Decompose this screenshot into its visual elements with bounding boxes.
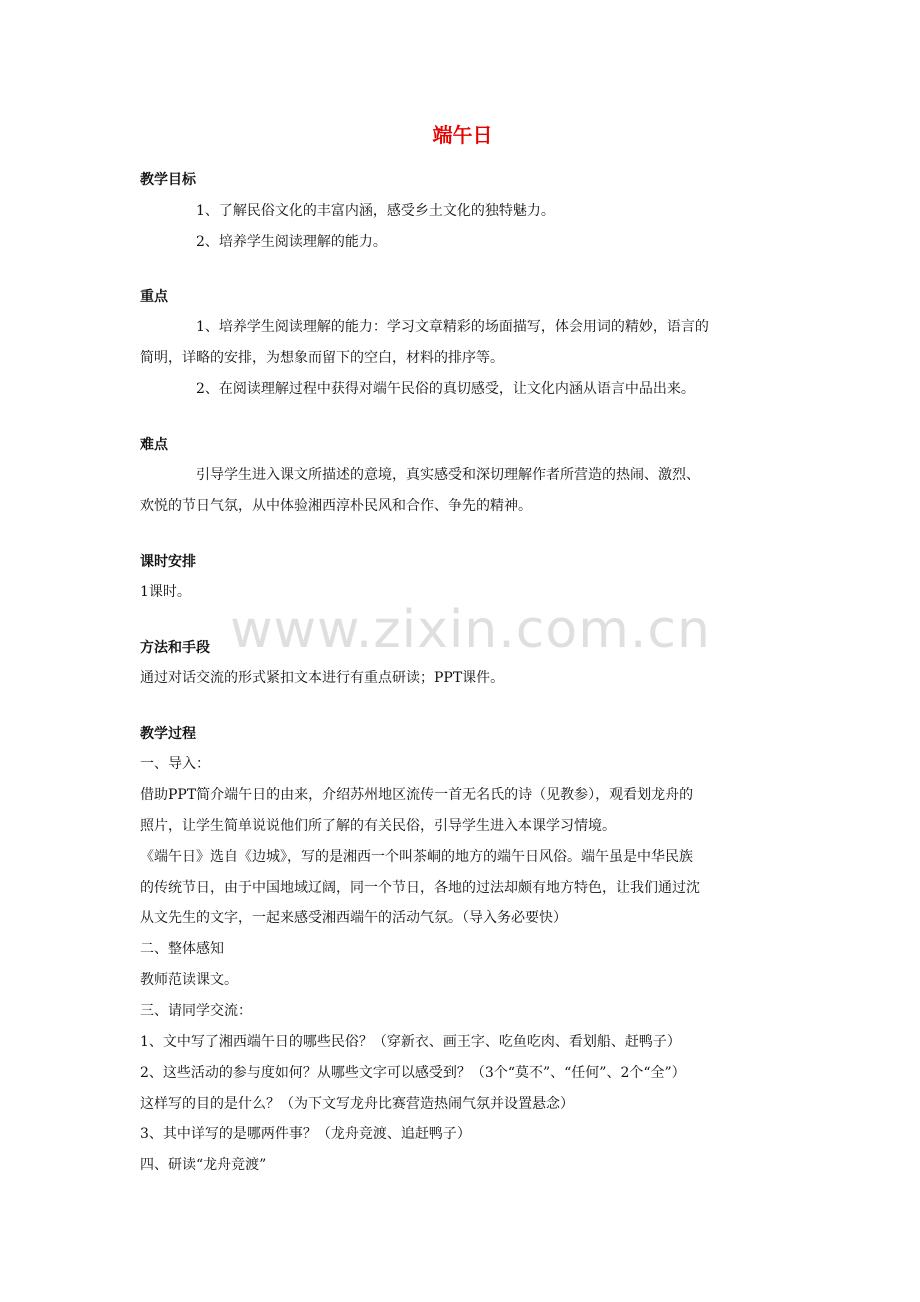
difficulties-heading: 难点 [140, 437, 168, 453]
document-title: 端午日 [432, 123, 493, 147]
watermark: www.zixin.com.cn [230, 600, 711, 660]
process-line: 四、研读“龙舟竞渡” [140, 1157, 267, 1173]
schedule-heading: 课时安排 [140, 554, 196, 570]
process-line: 《端午日》选自《边城》，写的是湘西一个叫茶峒的地方的端午日风俗。端午虽是中华民族 [140, 849, 693, 865]
process-line: 1、文中写了湘西端午日的哪些民俗？（穿新衣、画王字、吃鱼吃肉、看划船、赶鸭子） [140, 1034, 681, 1050]
methods-text: 通过对话交流的形式紧扣文本进行有重点研读；PPT课件。 [140, 670, 505, 686]
schedule-text: 1课时。 [140, 584, 191, 600]
process-line: 3、其中详写的是哪两件事？（龙舟竞渡、追赶鸭子） [140, 1126, 471, 1142]
process-line: 2、这些活动的参与度如何？从哪些文字可以感受到？（3个“莫不”、“任何”、2个“全”） [140, 1065, 686, 1081]
process-line: 教师范读课文。 [140, 972, 238, 988]
objectives-heading: 教学目标 [140, 172, 196, 188]
process-line: 的传统节日，由于中国地域辽阔，同一个节日，各地的过法却颇有地方特色，让我们通过沈 [140, 880, 700, 896]
process-line: 照片，让学生简单说说他们所了解的有关民俗，引导学生进入本课学习情境。 [140, 818, 616, 834]
process-line: 二、整体感知 [140, 941, 224, 957]
process-line: 从文先生的文字，一起来感受湘西端午的活动气氛。（导入务必要快） [140, 910, 567, 926]
key-point-line: 简明，详略的安排，为想象而留下的空白，材料的排序等。 [140, 350, 504, 366]
process-line: 一、导入： [140, 756, 210, 772]
objective-item: 2、培养学生阅读理解的能力。 [196, 234, 387, 250]
objective-item: 1、了解民俗文化的丰富内涵，感受乡土文化的独特魅力。 [196, 203, 555, 219]
methods-heading: 方法和手段 [140, 640, 210, 656]
process-heading: 教学过程 [140, 726, 196, 742]
process-line: 这样写的目的是什么？（为下文写龙舟比赛营造热闹气氛并设置悬念） [140, 1096, 574, 1112]
process-line: 三、请同学交流： [140, 1003, 252, 1019]
process-line: 借助PPT简介端午日的由来，介绍苏州地区流传一首无名氏的诗（见教参），观看划龙舟的 [140, 787, 694, 803]
key-point-line: 2、在阅读理解过程中获得对端午民俗的真切感受，让文化内涵从语言中品出来。 [196, 381, 695, 397]
key-point-line: 1、培养学生阅读理解的能力：学习文章精彩的场面描写，体会用词的精妙，语言的 [196, 319, 709, 335]
difficulty-line: 引导学生进入课文所描述的意境，真实感受和深切理解作者所营造的热闹、激烈、 [196, 467, 700, 483]
difficulty-line: 欢悦的节日气氛，从中体验湘西淳朴民风和合作、争先的精神。 [140, 498, 532, 514]
key-points-heading: 重点 [140, 289, 168, 305]
